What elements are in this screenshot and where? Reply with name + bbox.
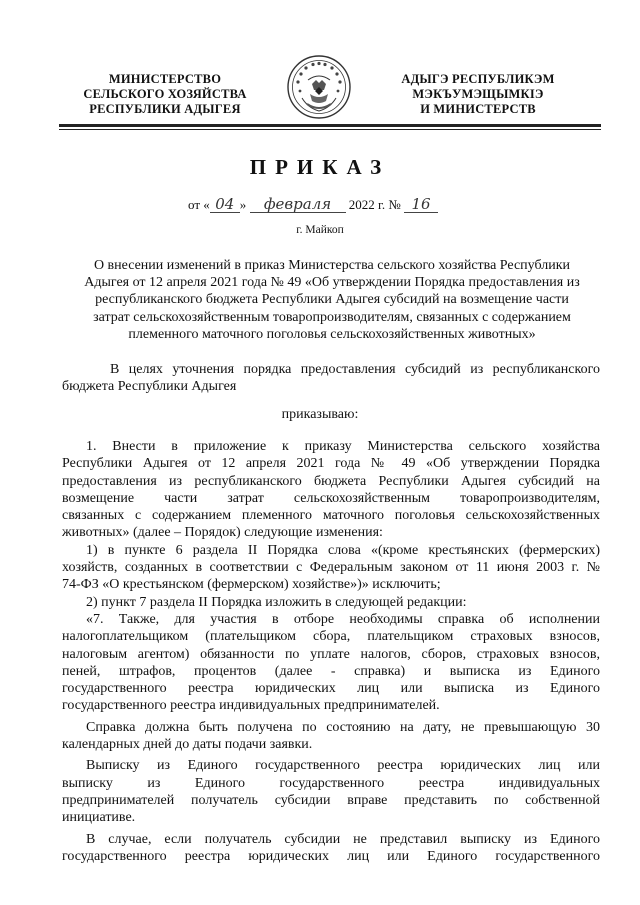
body-line: пеней, штрафов, процентов (далее - справка) и выписка из Единого bbox=[62, 663, 600, 679]
preamble-line: В целях уточнения порядка предоставления субсидий из республиканского bbox=[110, 362, 600, 377]
preamble bbox=[62, 361, 600, 395]
body-line: Справка должна быть получена по состоянию на дату, не превышающую 30 bbox=[86, 719, 600, 735]
header-right-line: МЭКЪУМЭЩЫМКIЭ bbox=[412, 87, 544, 101]
ministry-name-adyghe bbox=[372, 72, 584, 117]
order-body bbox=[62, 438, 600, 865]
body-line: животных» (далее – Порядок) следующие изменения: bbox=[62, 525, 383, 541]
body-line: календарных дней до даты подачи заявки. bbox=[62, 737, 313, 753]
header-left-line: СЕЛЬСКОГО ХОЗЯЙСТВА bbox=[83, 87, 247, 101]
date-prefix: от « bbox=[188, 197, 210, 212]
header-right-line: И МИНИСТЕРСТВ bbox=[420, 102, 536, 116]
order-subject bbox=[62, 257, 602, 343]
body-line: «7. Также, для участия в отборе необходимы справка об исполнении bbox=[86, 611, 600, 627]
body-line: налоговым агентом) обязанности по уплате налогов, сборов, страховых взносов, bbox=[62, 646, 600, 662]
body-line: 1) в пункте 6 раздела II Порядка слова «(кроме крестьянских (фермерских) bbox=[86, 542, 600, 558]
header-right-line: АДЫГЭ РЕСПУБЛИКЭМ bbox=[401, 72, 555, 86]
date-close-quote: » bbox=[239, 197, 247, 212]
body-line: 74-ФЗ «О крестьянском (фермерском) хозяйстве»)» исключить; bbox=[62, 577, 441, 593]
subject-line: племенного маточного поголовья сельскохозяйственных животных» bbox=[128, 326, 536, 342]
body-line: налогоплательщиком (плательщиком сбора, плательщиком страховых взносов, bbox=[62, 629, 600, 645]
body-line: 2) пункт 7 раздела II Порядка изложить в следующей редакции: bbox=[86, 594, 467, 610]
header-left-line: МИНИСТЕРСТВО bbox=[108, 72, 222, 86]
date-month: февраля bbox=[250, 197, 346, 213]
body-line: государственного реестра индивидуальных предпринимателей. bbox=[62, 698, 440, 714]
body-line: государственного реестра юридических лиц или Единого государственного bbox=[62, 848, 600, 864]
order-number: 16 bbox=[404, 197, 438, 213]
city-name: г. Майкоп bbox=[296, 224, 344, 236]
coat-of-arms-emblem-icon bbox=[286, 54, 352, 120]
date-year-and-number-label: 2022 г. № bbox=[348, 197, 401, 212]
document-title: ПРИКАЗ bbox=[249, 155, 391, 179]
body-line: Республики Адыгея от 12 апреля 2021 года № 49 «Об утверждении Порядка bbox=[62, 456, 600, 472]
header-divider-thin bbox=[59, 129, 601, 130]
body-line: возмещение части затрат сельскохозяйственным товаропроизводителям, bbox=[62, 490, 600, 506]
subject-line: республиканского бюджета Республики Адыгея субсидий на возмещение части bbox=[95, 292, 569, 308]
date-day: 04 bbox=[210, 197, 240, 213]
body-line: инициативе. bbox=[62, 810, 136, 826]
body-line: предпринимателей получатель субсидии вправе представить по собственной bbox=[62, 792, 600, 808]
body-line: связанных с содержанием племенного маточного поголовья сельскохозяйственных bbox=[62, 508, 600, 524]
preamble-line: бюджета Республики Адыгея bbox=[62, 379, 237, 394]
subject-line: О внесении изменений в приказ Министерства сельского хозяйства Республики bbox=[93, 258, 571, 273]
order-word: приказываю: bbox=[281, 407, 359, 422]
body-line: выписку из Единого государственного реестра индивидуальных bbox=[62, 775, 600, 791]
subject-line: Адыгея от 12 апреля 2021 года № 49 «Об утверждении Порядка предоставления из bbox=[84, 275, 580, 291]
body-line: 1. Внести в приложение к приказу Министерства сельского хозяйства bbox=[86, 439, 600, 454]
subject-line: затрат сельскохозяйственным товаропроизводителям, связанных с содержанием bbox=[93, 309, 571, 325]
header-left-line: РЕСПУБЛИКИ АДЫГЕЯ bbox=[89, 102, 241, 116]
date-and-number-line bbox=[188, 197, 438, 213]
body-line: Выписку из Единого государственного реестра юридических лиц или bbox=[86, 758, 600, 774]
body-line: предоставления из республиканского бюджета Республики Адыгея субсидий на bbox=[62, 473, 600, 489]
body-line: государственного реестра юридических лиц или выписка из Единого bbox=[62, 681, 600, 697]
body-line: В случае, если получатель субсидии не представил выписку из Единого bbox=[86, 831, 600, 847]
ministry-name-russian bbox=[62, 72, 268, 117]
body-line: хозяйств, созданных в соответствии с Федеральным законом от 11 июня 2003 г. № bbox=[62, 560, 600, 576]
header-divider-thick bbox=[59, 124, 601, 127]
